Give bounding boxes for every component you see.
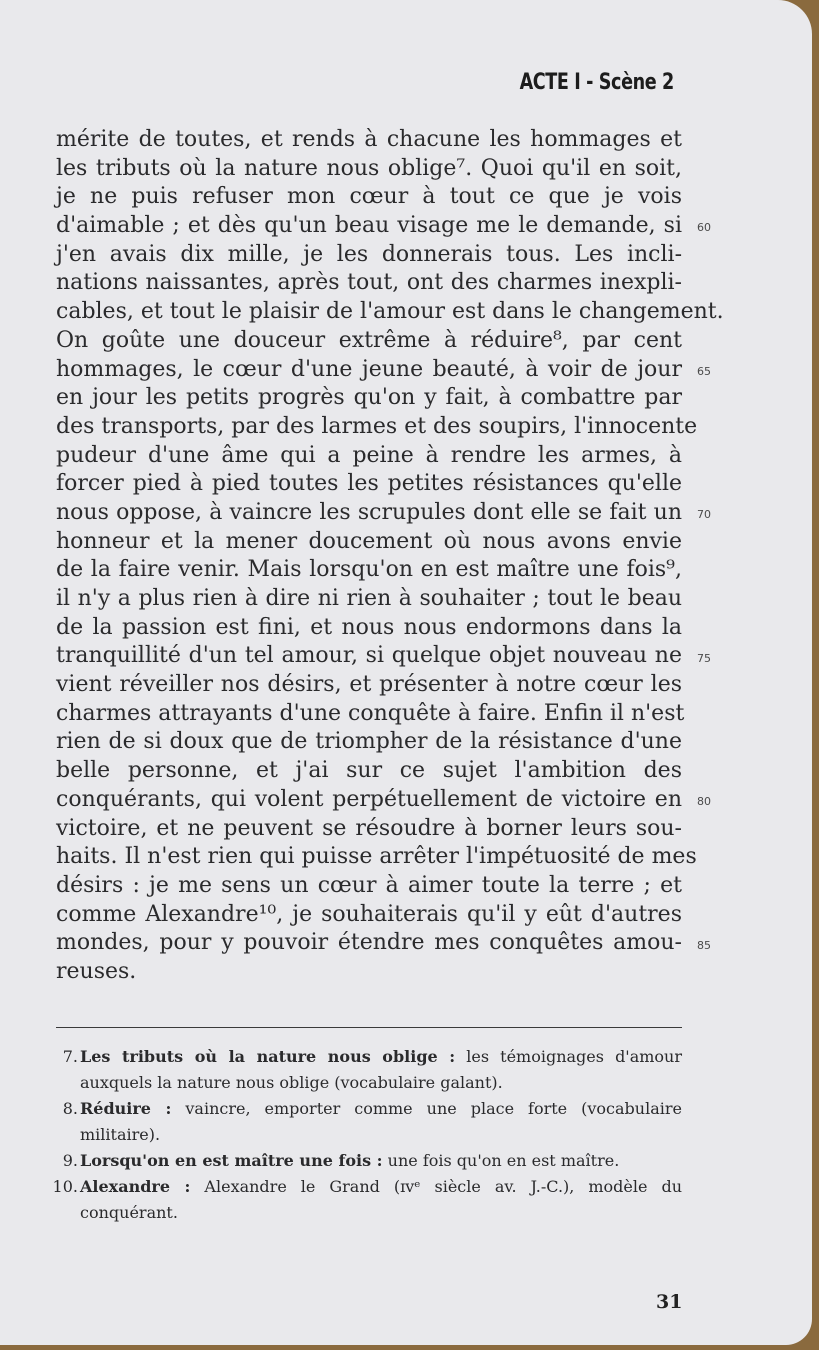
text-line: il n'y a plus rien à dire ni rien à souhaiter ; tout le beau: [56, 586, 682, 611]
text-line: des transports, par des larmes et des soupirs, l'innocente: [56, 413, 698, 439]
text-line: mondes, pour y pouvoir étendre mes conquêtes amou-: [56, 930, 682, 956]
footnote-number: 8.: [62, 1099, 78, 1118]
text-line: tranquillité d'un tel amour, si quelque objet nouveau ne: [56, 643, 682, 669]
line-number: 65: [697, 364, 711, 378]
text-line: forcer pied à pied toutes les petites résistances qu'elle: [56, 471, 682, 497]
text-line: nous oppose, à vaincre les scrupules dont elle se fait un: [56, 499, 682, 525]
text-line: honneur et la mener doucement où nous avons envie: [56, 528, 682, 554]
text-line: en jour les petits progrès qu'on y fait, à combattre par: [56, 385, 682, 411]
footnote-number: 7.: [62, 1047, 78, 1066]
page-number: 31: [656, 1291, 683, 1313]
text-line: nations naissantes, après tout, ont des charmes inexpli-: [56, 270, 682, 296]
footnote-term: Réduire :: [80, 1099, 172, 1118]
text-line: je ne puis refuser mon cœur à tout ce que je vois: [56, 184, 682, 210]
text-line: de la passion est fini, et nous nous endormons dans la: [56, 614, 682, 640]
text-line: On goûte une douceur extrême à réduire⁸, par cent: [56, 327, 682, 353]
footnote-number: 9.: [62, 1151, 78, 1170]
text-line: comme Alexandre¹⁰, je souhaiterais qu'il y eût d'autres: [56, 901, 682, 927]
text-line: mérite de toutes, et rends à chacune les hommages et: [56, 127, 682, 152]
text-line: vient réveiller nos désirs, et présenter à notre cœur les: [56, 672, 682, 698]
text-line: conquérants, qui volent perpétuellement de victoire en: [56, 786, 682, 812]
footnote-content: [80, 1044, 682, 1096]
text-line: charmes attrayants d'une conquête à faire. Enfin il n'est: [56, 700, 685, 726]
footnote-content: [80, 1148, 682, 1174]
footnote-text: vaincre, emporter comme une place forte (vocabulaire militaire).: [80, 1099, 682, 1144]
footnote-text: Alexandre le Grand (ɪᴠᵉ siècle av. J.-C.), modèle du conquérant.: [80, 1177, 683, 1222]
text-line: pudeur d'une âme qui a peine à rendre les armes, à: [56, 442, 682, 468]
text-line: j'en avais dix mille, je les donnerais tous. Les incli-: [56, 241, 682, 267]
footnotes: [46, 1044, 682, 1226]
footnote-text: les témoignages d'amour auxquels la nature nous oblige (vocabulaire galant).: [80, 1047, 682, 1092]
text-line: hommages, le cœur d'une jeune beauté, à voir de jour: [56, 356, 682, 382]
footnote-term: Lorsqu'on en est maître une fois :: [80, 1151, 383, 1170]
text-line: d'aimable ; et dès qu'un beau visage me le demande, si: [56, 213, 682, 239]
line-number: 60: [697, 221, 711, 235]
text-line: les tributs où la nature nous oblige⁷. Quoi qu'il en soit,: [56, 155, 682, 181]
footnote-content: [80, 1174, 682, 1226]
text-line: rien de si doux que de triompher de la résistance d'une: [56, 729, 682, 755]
text-line: désirs : je me sens un cœur à aimer toute la terre ; et: [56, 872, 682, 898]
text-line: de la faire venir. Mais lorsqu'on en est maître une fois⁹,: [56, 557, 682, 583]
footnote-rule: [56, 1027, 682, 1028]
footnote-number: 10.: [52, 1177, 78, 1196]
line-number: 80: [697, 795, 711, 809]
footnote: [46, 1044, 682, 1096]
line-number: 85: [697, 938, 711, 952]
text-line: cables, et tout le plaisir de l'amour est dans le changement.: [56, 299, 724, 325]
footnote-text: une fois qu'on en est maître.: [387, 1151, 620, 1170]
footnote-term: Les tributs où la nature nous oblige :: [80, 1047, 456, 1066]
footnote: [46, 1096, 682, 1148]
footnote-term: Alexandre :: [80, 1177, 191, 1196]
line-number: 75: [697, 651, 711, 665]
footnote-content: [80, 1096, 682, 1148]
footnote: [46, 1174, 682, 1226]
footnote: [46, 1148, 682, 1174]
text-line: victoire, et ne peuvent se résoudre à borner leurs sou-: [56, 815, 682, 841]
text-line: belle personne, et j'ai sur ce sujet l'ambition des: [56, 758, 682, 784]
text-line: haits. Il n'est rien qui puisse arrêter l'impétuosité de mes: [56, 844, 697, 870]
text-line: reuses.: [56, 958, 137, 984]
line-number: 70: [697, 508, 711, 522]
running-head: ACTE I - Scène 2: [519, 70, 674, 95]
